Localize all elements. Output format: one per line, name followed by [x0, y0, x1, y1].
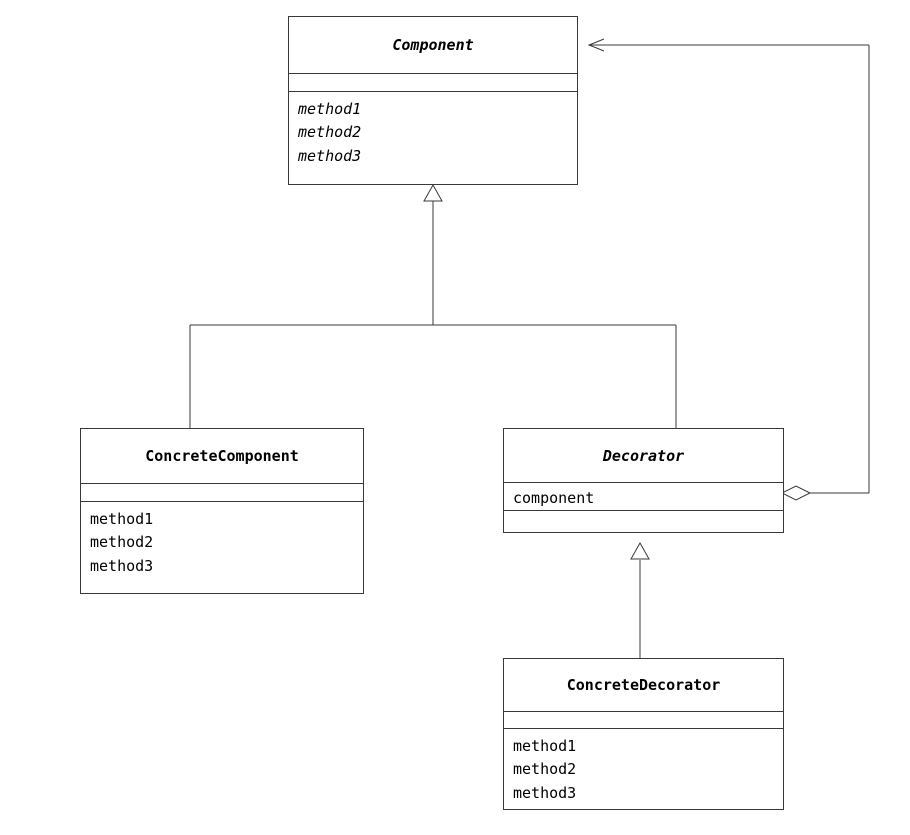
class-box-component[interactable] — [288, 16, 578, 185]
class-attributes-concrete-decorator — [504, 712, 783, 729]
class-name-concrete-decorator: ConcreteDecorator — [504, 659, 783, 712]
aggregation-decorator-component — [590, 45, 869, 493]
attribute-item: component — [513, 489, 595, 507]
class-attributes-decorator — [504, 483, 783, 511]
class-attributes-component — [289, 74, 577, 92]
class-operations-concrete-decorator — [504, 729, 783, 811]
aggregation-arrowhead — [589, 39, 604, 51]
generalization-arrowhead-decorator — [631, 543, 649, 559]
operation-item: method1 — [90, 510, 154, 528]
aggregation-diamond — [782, 486, 810, 500]
operation-item: method2 — [90, 533, 154, 552]
generalization-arrowhead-component — [424, 185, 442, 201]
operation-item: method3 — [298, 146, 362, 165]
operation-item: method1 — [298, 100, 362, 118]
class-operations-component — [289, 92, 577, 174]
generalization-to-component — [190, 200, 676, 428]
operation-item: method3 — [90, 556, 154, 575]
class-name-concrete-component: ConcreteComponent — [81, 429, 363, 484]
operation-item: method1 — [513, 737, 577, 755]
class-name-decorator: Decorator — [504, 429, 783, 483]
class-box-decorator[interactable] — [503, 428, 784, 533]
operation-item: method3 — [513, 783, 577, 802]
class-name-component: Component — [289, 17, 577, 74]
operation-item: method2 — [513, 760, 577, 779]
class-box-concrete-decorator[interactable] — [503, 658, 784, 810]
class-operations-concrete-component — [81, 502, 363, 584]
class-operations-decorator — [504, 511, 783, 532]
operation-item: method2 — [298, 123, 362, 142]
class-box-concrete-component[interactable] — [80, 428, 364, 594]
class-attributes-concrete-component — [81, 484, 363, 502]
